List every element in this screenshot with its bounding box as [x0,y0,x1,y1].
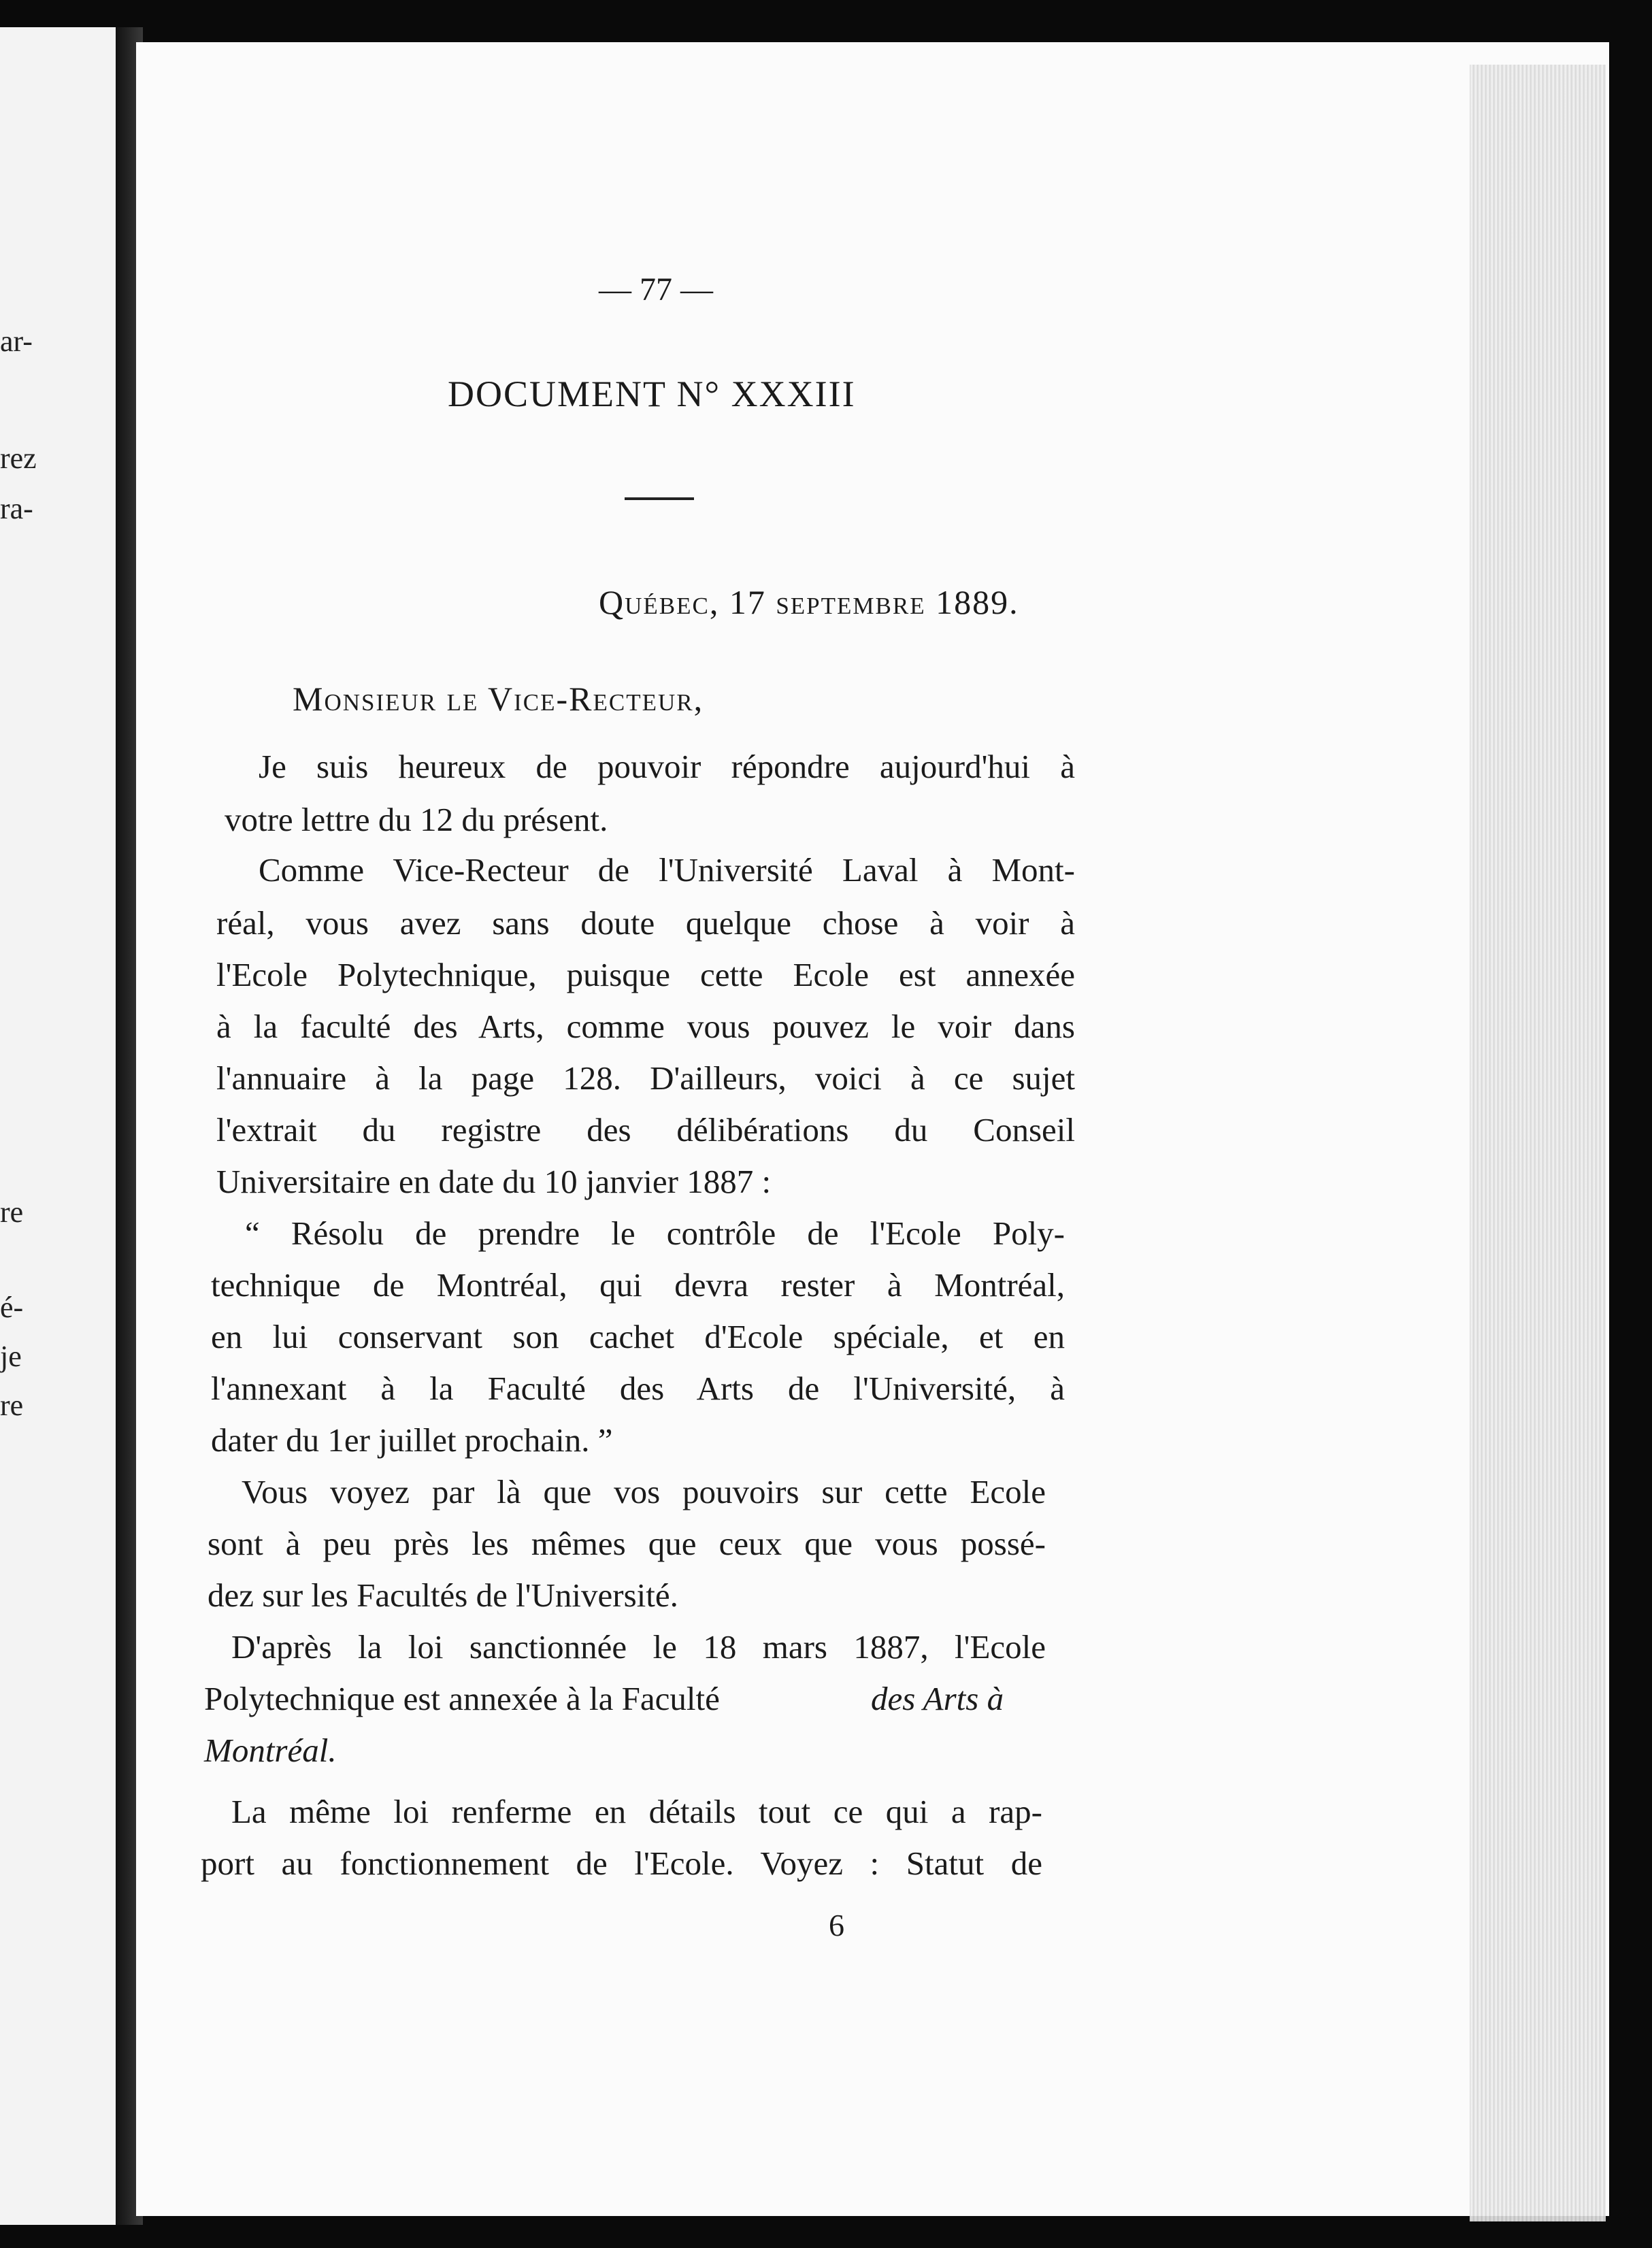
body-line: l'extrait du registre des délibérations du Conseil [216,1111,1075,1148]
body-line-italic: Montréal. [204,1732,337,1769]
body-line: D'après la loi sanctionnée le 18 mars 1887, l'Ecole [231,1628,1046,1666]
title-rule [625,497,694,500]
body-line: Comme Vice-Recteur de l'Université Laval à Mont- [259,851,1075,889]
body-line: dez sur les Facultés de l'Université. [208,1576,678,1614]
body-line: Universitaire en date du 10 janvier 1887 : [216,1163,772,1200]
quote-line: dater du 1er juillet prochain. ” [211,1421,613,1459]
body-line: votre lettre du 12 du présent. [225,801,608,838]
quote-line: technique de Montréal, qui devra rester à Montréal, [211,1266,1065,1304]
quote-line: l'annexant à la Faculté des Arts de l'Université, à [211,1370,1065,1407]
left-page-fragment: é- [0,1291,24,1324]
left-page-fragment: re [0,1389,24,1422]
left-page-fragment: rez [0,442,37,475]
quote-line: en lui conservant son cachet d'Ecole spéciale, et en [211,1318,1065,1355]
body-line: Polytechnique est annexée à la Faculté [204,1680,720,1717]
body-line-italic: des Arts à [871,1680,1004,1717]
left-page-fragment: ar- [0,325,33,358]
body-line: à la faculté des Arts, comme vous pouvez le voir dans [216,1008,1075,1045]
quote-line: “ Résolu de prendre le contrôle de l'Ecole Poly- [245,1214,1065,1252]
body-line: l'Ecole Polytechnique, puisque cette Ecole est annexée [216,956,1075,993]
left-page-fragment: ra- [0,492,33,525]
salutation: Monsieur le Vice-Recteur, [293,680,704,718]
body-line: port au fonctionnement de l'Ecole. Voyez : Statut de [201,1845,1042,1882]
body-line: La même loi renferme en détails tout ce qui a rap- [231,1793,1042,1830]
page-number: — 77 — [599,271,713,308]
body-line: l'annuaire à la page 128. D'ailleurs, voici à ce sujet [216,1059,1075,1097]
document-title: DOCUMENT N° XXXIII [448,374,856,414]
left-page-fragment: je [0,1340,22,1373]
place-date: Québec, 17 septembre 1889. [599,583,1019,621]
body-line: Je suis heureux de pouvoir répondre aujourd'hui à [259,748,1075,785]
body-line: sont à peu près les mêmes que ceux que vous possé- [208,1525,1046,1562]
body-line: Vous voyez par là que vos pouvoirs sur cette Ecole [242,1473,1046,1510]
left-page-edge [0,27,125,2225]
signature-mark: 6 [829,1908,844,1943]
page-edges [1470,65,1606,2221]
scan-border [1611,41,1652,2232]
left-page-fragment: re [0,1195,24,1229]
body-line: réal, vous avez sans doute quelque chose à voir à [216,904,1075,942]
